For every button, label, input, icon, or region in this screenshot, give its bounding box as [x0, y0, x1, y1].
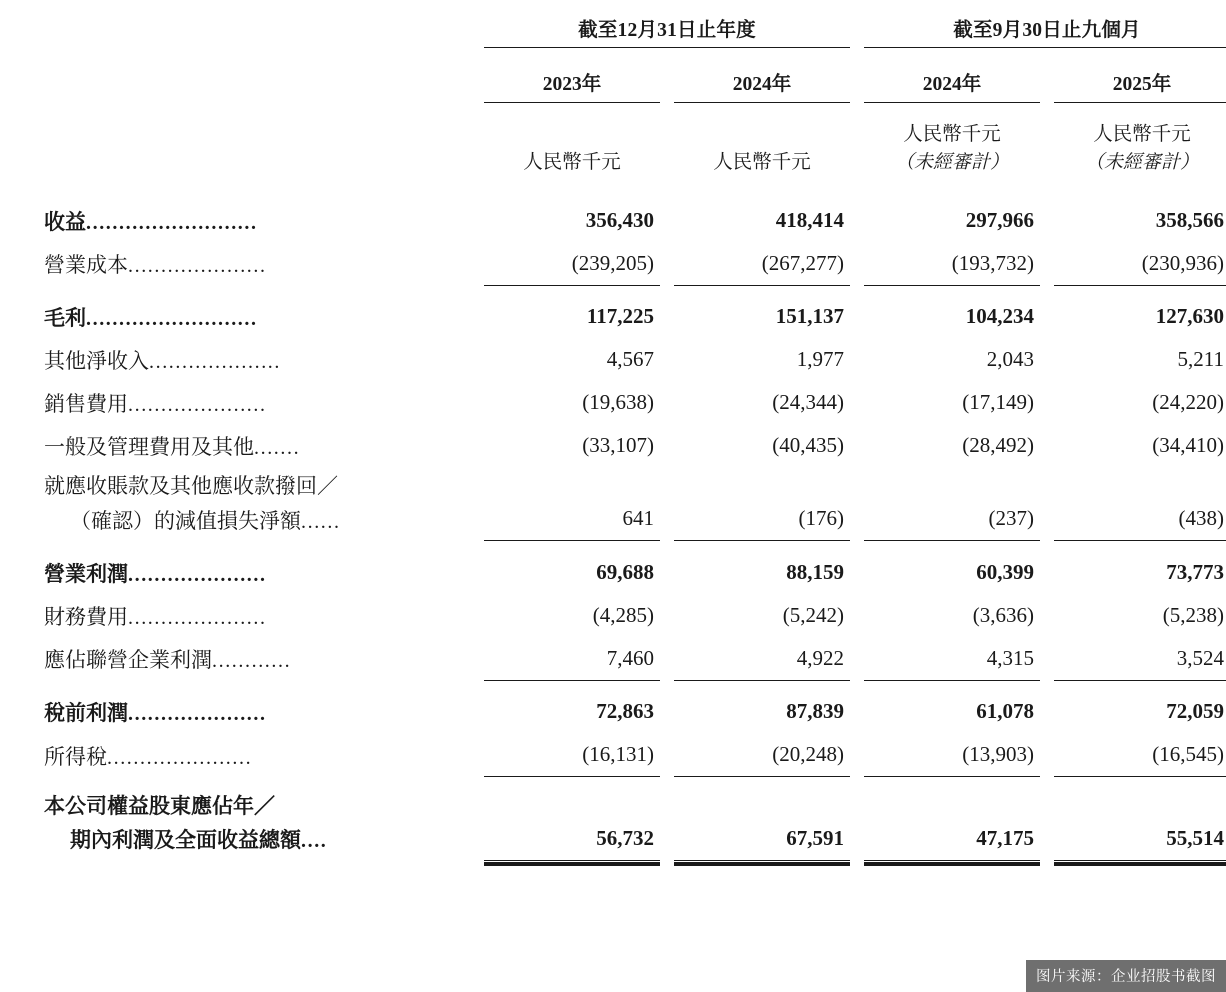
row-label-text: 稅前利潤 — [44, 701, 128, 726]
table-cell-value: (237) — [864, 497, 1040, 541]
table-cell-value: 7,460 — [484, 637, 660, 681]
table-row — [44, 637, 1226, 681]
row-label — [44, 637, 484, 681]
column-gap — [660, 242, 674, 286]
table-cell-value: 88,159 — [786, 559, 844, 584]
column-gap — [850, 551, 864, 594]
table-row — [44, 817, 1226, 861]
column-gap — [1040, 690, 1054, 733]
column-gap — [660, 338, 674, 381]
rule-spacer-row — [44, 777, 1226, 787]
table-cell-value: 4,567 — [606, 347, 654, 372]
table-cell-value: (5,242) — [782, 602, 844, 627]
table-cell-value: 358,566 — [1155, 207, 1224, 232]
table-cell-value: 418,414 — [775, 207, 844, 232]
table-cell-value: (20,248) — [674, 733, 850, 777]
column-unit-4 — [1054, 103, 1226, 177]
column-group-fy: 截至12月31日止年度 — [484, 14, 850, 48]
table-row — [44, 338, 1226, 381]
column-gap — [1040, 295, 1054, 338]
column-gap — [850, 594, 864, 637]
column-gap — [1040, 338, 1054, 381]
row-label-text: 期內利潤及全面收益總額 — [70, 828, 301, 853]
table-cell-value: 1,977 — [796, 347, 844, 372]
column-gap — [1040, 817, 1054, 861]
row-label — [44, 551, 484, 594]
column-unit-4-note: （未經審計） — [1084, 152, 1199, 174]
column-gap — [660, 381, 674, 424]
column-gap — [850, 424, 864, 467]
table-cell-value: 56,732 — [484, 817, 660, 861]
table-cell-value: 4,922 — [674, 637, 850, 681]
table-cell-value: (230,936) — [1054, 242, 1226, 286]
row-leader-dots: ..................... — [128, 606, 267, 629]
row-label — [44, 733, 484, 777]
table-row — [44, 594, 1226, 637]
column-gap — [660, 690, 674, 733]
row-label — [44, 690, 484, 733]
row-label-text: 所得稅 — [44, 744, 107, 769]
row-leader-dots: ..................... — [128, 255, 267, 278]
table-cell-value: (193,732) — [864, 242, 1040, 286]
table-cell-value: 356,430 — [585, 207, 654, 232]
row-leader-dots: ..................... — [128, 563, 267, 586]
table-cell-value: 641 — [484, 497, 660, 541]
table-cell-value: 72,863 — [596, 699, 654, 724]
column-unit-3-note: （未經審計） — [894, 152, 1009, 174]
table-row — [44, 381, 1226, 424]
column-gap — [850, 690, 864, 733]
table-row — [44, 295, 1226, 338]
header-group-row — [44, 14, 1226, 48]
row-leader-dots: ....... — [254, 437, 301, 460]
row-label-text: 毛利 — [44, 306, 86, 331]
row-spacer — [484, 787, 1226, 817]
table-cell-value: 3,524 — [1054, 637, 1226, 681]
row-leader-dots: .................... — [149, 351, 281, 374]
row-label-text: 營業利潤 — [44, 561, 128, 586]
table-cell-value: 104,234 — [965, 304, 1034, 329]
source-credit-badge: 图片来源：企业招股书截图 — [1026, 960, 1226, 992]
header-corner — [44, 14, 484, 48]
column-unit-2-text: 人民幣千元 — [713, 151, 811, 173]
column-gap — [1040, 637, 1054, 681]
table-cell-value: (267,277) — [674, 242, 850, 286]
table-cell-value: 72,059 — [1166, 699, 1224, 724]
row-spacer — [484, 467, 1226, 497]
column-year-2025-9m: 2025年 — [1054, 48, 1226, 103]
row-leader-dots: ...................... — [107, 746, 253, 769]
row-label — [44, 381, 484, 424]
table-cell-value: (40,435) — [772, 433, 844, 458]
table-cell-value: 87,839 — [786, 699, 844, 724]
column-gap — [1040, 497, 1054, 541]
row-label-line1: 本公司權益股東應佔年／ — [44, 793, 275, 817]
row-label — [44, 594, 484, 637]
row-label-text: 營業成本 — [44, 253, 128, 278]
column-gap — [660, 497, 674, 541]
row-leader-dots: ...... — [301, 510, 341, 533]
row-leader-dots: .... — [301, 830, 328, 853]
row-label — [44, 242, 484, 286]
table-cell-value: 151,137 — [775, 304, 844, 329]
row-label-text: 其他淨收入 — [44, 349, 149, 374]
column-gap — [660, 551, 674, 594]
table-row — [44, 690, 1226, 733]
table-cell-value: (34,410) — [1152, 433, 1224, 458]
row-label — [44, 424, 484, 467]
table-cell-value: (16,545) — [1054, 733, 1226, 777]
table-cell-value: (176) — [674, 497, 850, 541]
column-unit-3-text: 人民幣千元 — [903, 124, 1001, 145]
column-unit-1-text: 人民幣千元 — [523, 151, 621, 173]
table-cell-value: (4,285) — [592, 602, 654, 627]
row-leader-dots: .......................... — [86, 211, 258, 234]
column-year-2023: 2023年 — [484, 48, 660, 103]
header-unit-row — [44, 103, 1226, 177]
column-unit-1 — [484, 103, 660, 177]
row-label — [44, 817, 484, 861]
table-cell-value: (24,344) — [772, 390, 844, 415]
table-cell-value: 2,043 — [986, 347, 1034, 372]
table-cell-value: 60,399 — [976, 559, 1034, 584]
table-cell-value: (13,903) — [864, 733, 1040, 777]
column-gap — [850, 199, 864, 242]
row-label-text: 財務費用 — [44, 604, 128, 629]
rule-spacer-row — [44, 541, 1226, 551]
column-gap — [1040, 199, 1054, 242]
table-cell-value: 47,175 — [864, 817, 1040, 861]
column-gap — [1040, 551, 1054, 594]
table-cell-value: 5,211 — [1177, 347, 1224, 372]
column-gap — [850, 637, 864, 681]
table-row — [44, 733, 1226, 777]
table-cell-value: 297,966 — [965, 207, 1034, 232]
rule-spacer-row — [44, 285, 1226, 295]
column-gap — [660, 594, 674, 637]
column-gap — [660, 295, 674, 338]
header-spacer — [44, 177, 1226, 199]
table-cell-value: 55,514 — [1054, 817, 1226, 861]
table-cell-value: (19,638) — [582, 390, 654, 415]
row-leader-dots: ..................... — [128, 703, 267, 726]
row-label-text: （確認）的減值損失淨額 — [70, 508, 301, 533]
table-cell-value: 61,078 — [976, 699, 1034, 724]
column-gap — [850, 497, 864, 541]
table-cell-value: (17,149) — [962, 390, 1034, 415]
rule-spacer — [44, 680, 1226, 690]
row-label-text: 銷售費用 — [44, 392, 128, 417]
column-gap — [850, 381, 864, 424]
column-year-2024-9m: 2024年 — [864, 48, 1040, 103]
row-label — [44, 497, 484, 541]
table-row — [44, 787, 1226, 817]
table-row — [44, 242, 1226, 286]
column-gap — [660, 637, 674, 681]
row-label — [44, 199, 484, 242]
table-cell-value: 117,225 — [586, 304, 654, 329]
table-row — [44, 497, 1226, 541]
table-cell-value: 4,315 — [864, 637, 1040, 681]
table-cell-value: 73,773 — [1166, 559, 1224, 584]
income-statement-table — [44, 14, 1226, 870]
column-gap — [850, 733, 864, 777]
column-unit-4-text: 人民幣千元 — [1093, 124, 1191, 145]
column-gap — [850, 242, 864, 286]
column-gap — [1040, 733, 1054, 777]
table-cell-value: 67,591 — [674, 817, 850, 861]
row-leader-dots: .......................... — [86, 308, 258, 331]
column-group-9m: 截至9月30日止九個月 — [864, 14, 1226, 48]
table-cell-value: (28,492) — [962, 433, 1034, 458]
table-cell-value: (24,220) — [1152, 390, 1224, 415]
row-label-text: 一般及管理費用及其他 — [44, 435, 254, 460]
column-gap — [1040, 381, 1054, 424]
row-leader-dots: ..................... — [128, 394, 267, 417]
table-row — [44, 467, 1226, 497]
row-label-text: 收益 — [44, 209, 86, 234]
column-gap — [850, 338, 864, 381]
column-gap — [1040, 424, 1054, 467]
column-gap — [660, 424, 674, 467]
table-row — [44, 551, 1226, 594]
rule-spacer — [44, 777, 1226, 787]
table-cell-value: 127,630 — [1155, 304, 1224, 329]
row-leader-dots: ............ — [212, 650, 292, 673]
table-cell-value: (5,238) — [1162, 602, 1224, 627]
table-cell-value: (3,636) — [972, 602, 1034, 627]
rule-spacer — [44, 541, 1226, 551]
column-gap — [850, 295, 864, 338]
column-gap — [1040, 594, 1054, 637]
header-year-row — [44, 48, 1226, 103]
row-label-line1: 就應收賬款及其他應收款撥回／ — [44, 474, 338, 498]
table-cell-value: (438) — [1054, 497, 1226, 541]
table-cell-value: (239,205) — [484, 242, 660, 286]
rule-spacer-row — [44, 680, 1226, 690]
table-cell-value: 69,688 — [596, 559, 654, 584]
row-label-text: 應佔聯營企業利潤 — [44, 648, 212, 673]
column-gap — [660, 733, 674, 777]
rule-spacer — [44, 285, 1226, 295]
column-year-2024-fy: 2024年 — [674, 48, 850, 103]
table-cell-value: (33,107) — [582, 433, 654, 458]
column-unit-2 — [674, 103, 850, 177]
column-unit-3 — [864, 103, 1040, 177]
column-gap — [1040, 242, 1054, 286]
column-gap — [660, 199, 674, 242]
column-gap — [850, 817, 864, 861]
statement-rows — [44, 199, 1226, 871]
table-row — [44, 199, 1226, 242]
table-row — [44, 424, 1226, 467]
table-cell-value: (16,131) — [484, 733, 660, 777]
column-gap — [660, 817, 674, 861]
row-label — [44, 338, 484, 381]
row-label — [44, 295, 484, 338]
